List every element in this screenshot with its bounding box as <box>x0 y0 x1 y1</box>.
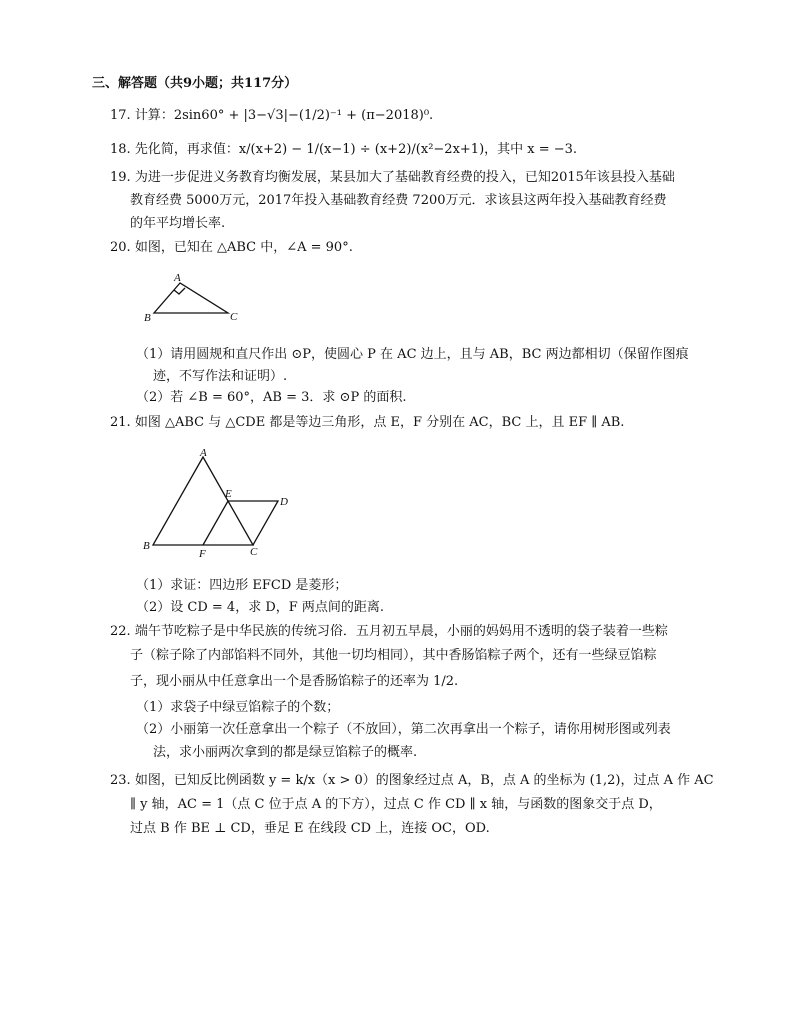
figure-21-triangles <box>140 445 300 560</box>
problem-19-line-2: 教育经费 5000万元，2017年投入基础教育经费 7200万元．求该县这两年投入基础教育经费 <box>130 193 667 208</box>
problem-18-text: 先化简，再求值：x/(x+2) − 1/(x−1) ÷ (x+2)/(x²−2x+1)，其中 x = −3. <box>134 142 578 157</box>
problem-22-sub-2b: 法，求小丽两次拿到的都是绿豆馅粽子的概率. <box>153 745 418 760</box>
problem-20-sub-1a: （1）请用圆规和直尺作出 ⊙P，使圆心 P 在 AC 边上，且与 AB，BC 两边都相切（保留作图痕 <box>136 347 689 362</box>
problem-18 <box>110 142 577 158</box>
label-f: F <box>199 548 206 560</box>
problem-17-text: 计算：2sin60° + |3−√3|−(1/2)⁻¹ + (π−2018)⁰. <box>134 108 434 123</box>
problem-22-line-3: 子，现小丽从中任意拿出一个是香肠馅粽子的还率为 1/2. <box>130 674 459 689</box>
problem-20-sub-1b: 迹，不写作法和证明）. <box>153 369 288 384</box>
problem-22-text-1: 端午节吃粽子是中华民族的传统习俗．五月初五早晨，小丽的妈妈用不透明的袋子装着一些粽 <box>134 624 668 639</box>
triangle-abc <box>154 283 228 313</box>
label-c: C <box>250 546 258 558</box>
problem-23-text-1: 如图，已知反比例函数 y = k/x（x > 0）的图象经过点 A，B，点 A 的坐标为 (1,2)，过点 A 作 AC <box>134 773 714 788</box>
label-d: D <box>280 496 288 508</box>
triangle-cde <box>228 501 278 545</box>
problem-19-line-1 <box>110 170 675 186</box>
problem-20-sub-2: （2）若 ∠B = 60°，AB = 3．求 ⊙P 的面积. <box>136 390 407 405</box>
problem-22-sub-1: （1）求袋子中绿豆馅粽子的个数； <box>136 700 340 715</box>
label-a: A <box>174 272 181 284</box>
problem-23-line-3: 过点 B 作 BE ⊥ CD，垂足 E 在线段 CD 上，连接 OC，OD. <box>130 821 490 836</box>
problem-22-line-2: 子（粽子除了内部馅料不同外，其他一切均相同），其中香肠馅粽子两个，还有一些绿豆馅粽 <box>130 648 657 663</box>
problem-22-number: 22. <box>110 624 131 639</box>
label-e: E <box>225 488 232 500</box>
problem-19-number: 19. <box>110 170 131 185</box>
problem-22-sub-2a: （2）小丽第一次任意拿出一个粽子（不放回），第二次再拿出一个粽子，请你用树形图或列表 <box>136 722 671 737</box>
problem-23-number: 23. <box>110 773 131 788</box>
problem-21-text: 如图 △ABC 与 △CDE 都是等边三角形，点 E，F 分别在 AC，BC 上，且 EF ∥ AB. <box>134 415 625 430</box>
problem-23-line-1 <box>110 773 714 789</box>
label-b: B <box>143 540 150 552</box>
section-heading: 三、解答题（共9小题；共117分） <box>92 76 298 91</box>
problem-20 <box>110 240 353 256</box>
label-b: B <box>144 312 151 324</box>
problem-19-line-3: 的年平均增长率. <box>130 216 226 231</box>
problem-23-line-2: ∥ y 轴，AC = 1（点 C 位于点 A 的下方），过点 C 作 CD ∥ x 轴，与函数的图象交于点 D， <box>130 797 662 812</box>
problem-21-number: 21. <box>110 415 131 430</box>
problem-18-number: 18. <box>110 142 131 157</box>
problem-17-number: 17. <box>110 108 131 123</box>
problem-21 <box>110 415 624 431</box>
problem-20-number: 20. <box>110 240 131 255</box>
problem-17 <box>110 108 433 124</box>
problem-21-sub-1: （1）求证：四边形 EFCD 是菱形； <box>136 578 348 593</box>
problem-19-text-1: 为进一步促进义务教育均衡发展，某县加大了基础教育经费的投入，已知2015年该县投入基础 <box>134 170 675 185</box>
label-c: C <box>230 311 238 323</box>
figure-20-triangle <box>140 270 240 326</box>
segment-ef <box>203 501 228 545</box>
problem-20-text: 如图，已知在 △ABC 中，∠A = 90°. <box>134 240 353 255</box>
problem-21-sub-2: （2）设 CD = 4，求 D，F 两点间的距离. <box>136 600 385 615</box>
problem-22-line-1 <box>110 624 668 640</box>
label-a: A <box>200 447 207 459</box>
